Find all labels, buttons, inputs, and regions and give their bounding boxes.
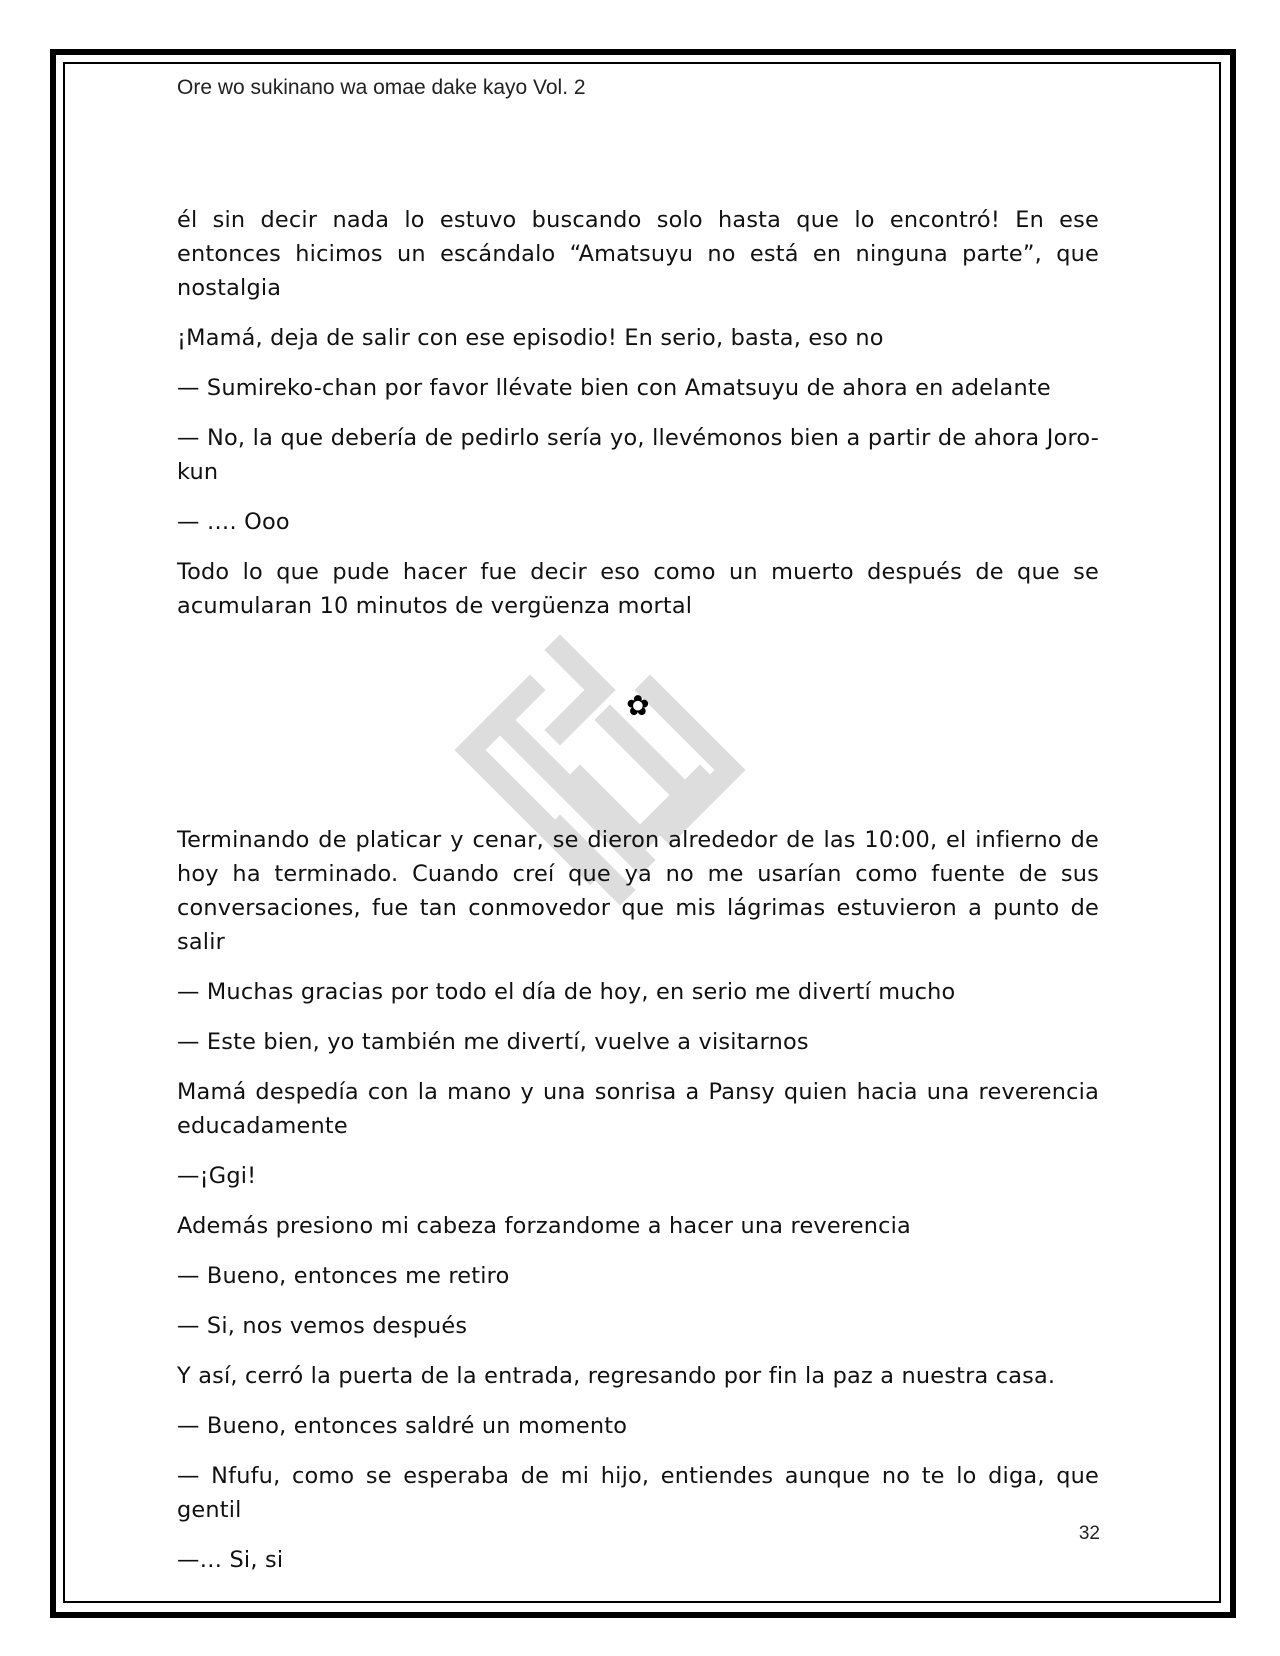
dialogue-line: —¡Ggi!: [177, 1163, 257, 1189]
paragraph: él sin decir nada lo estuvo buscando solo hasta que lo encontró! En ese entonces hicimos un escándalo “Amatsuyu no está en ninguna parte”, que nostalgia: [177, 207, 1099, 301]
running-header: Ore wo sukinano wa omae dake kayo Vol. 2: [177, 76, 586, 99]
paragraph: ¡Mamá, deja de salir con ese episodio! En serio, basta, eso no: [177, 325, 884, 351]
page-number: 32: [1078, 1523, 1100, 1544]
dialogue-line: — Bueno, entonces me retiro: [177, 1263, 510, 1289]
dialogue-line: —… Si, si: [177, 1547, 284, 1573]
paragraph: Mamá despedía con la mano y una sonrisa a Pansy quien hacia una reverencia educadamente: [177, 1079, 1099, 1139]
page-body: [177, 203, 1099, 1577]
dialogue-line: — No, la que debería de pedirlo sería yo, llevémonos bien a partir de ahora Joro-kun: [177, 425, 1099, 485]
dialogue-line: — Este bien, yo también me divertí, vuelve a visitarnos: [177, 1029, 809, 1055]
dialogue-line: — Si, nos vemos después: [177, 1313, 468, 1339]
dialogue-line: — Muchas gracias por todo el día de hoy, en serio me divertí mucho: [177, 979, 956, 1005]
scene-separator: [177, 639, 1099, 823]
flower-separator-icon: ✿: [626, 689, 650, 722]
dialogue-line: — Sumireko-chan por favor llévate bien con Amatsuyu de ahora en adelante: [177, 375, 1051, 401]
dialogue-line: — Nfufu, como se esperaba de mi hijo, entiendes aunque no te lo diga, que gentil: [177, 1463, 1099, 1523]
dialogue-line: — …. Ooo: [177, 509, 290, 535]
paragraph: Además presiono mi cabeza forzandome a hacer una reverencia: [177, 1213, 911, 1239]
paragraph: Terminando de platicar y cenar, se dieron alrededor de las 10:00, el infierno de hoy ha terminado. Cuando creí que ya no me usarían como fuente de sus conversaciones, fue tan conmovedor que mis lágrimas estuvieron a punto de salir: [177, 827, 1099, 955]
paragraph: Y así, cerró la puerta de la entrada, regresando por fin la paz a nuestra casa.: [177, 1363, 1056, 1389]
paragraph: Todo lo que pude hacer fue decir eso como un muerto después de que se acumularan 10 minutos de vergüenza mortal: [177, 559, 1099, 619]
dialogue-line: — Bueno, entonces saldré un momento: [177, 1413, 628, 1439]
